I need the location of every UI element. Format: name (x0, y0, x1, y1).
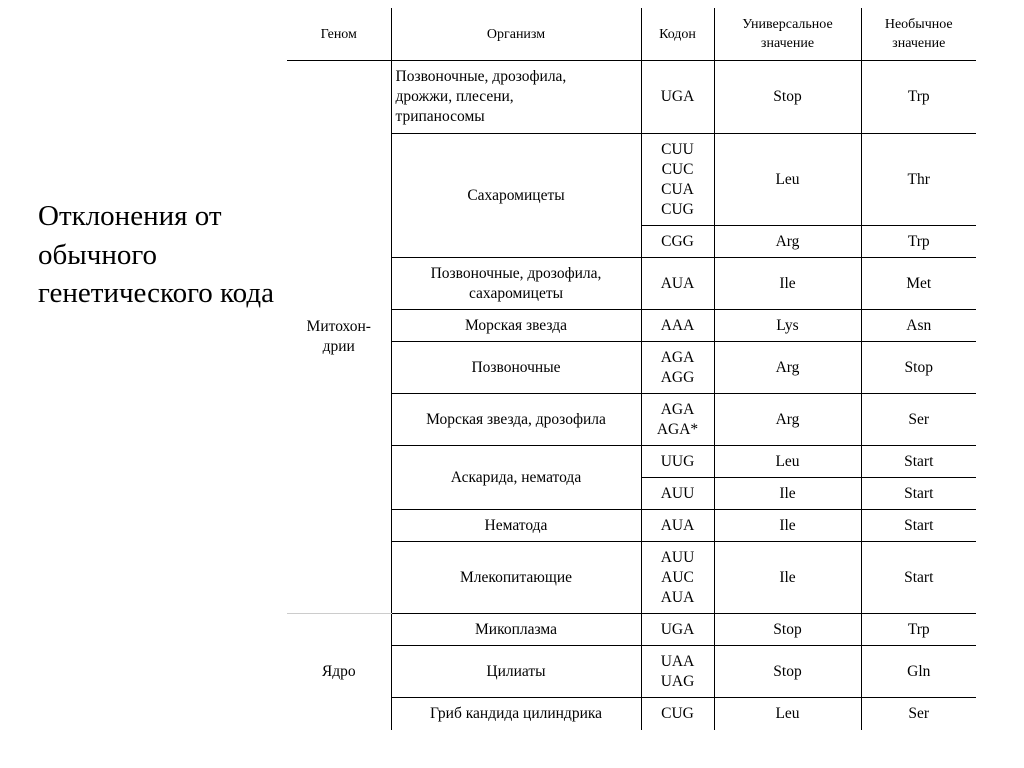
table-row (287, 614, 976, 646)
unusual-meaning-cell: Stop (861, 342, 976, 394)
unusual-meaning-cell: Start (861, 510, 976, 542)
organism-cell: Позвоночные (391, 342, 641, 394)
codon-cell: AUU AUC AUA (641, 542, 714, 614)
organism-cell: Позвоночные, дрозофила, сахаромицеты (391, 258, 641, 310)
table-row (287, 510, 976, 542)
universal-meaning-cell: Lys (714, 310, 861, 342)
codon-cell: AUA (641, 258, 714, 310)
header-genome: Геном (287, 8, 391, 61)
table-row (287, 134, 976, 226)
universal-meaning-cell: Ile (714, 542, 861, 614)
codon-cell: CUG (641, 698, 714, 730)
header-organism: Организм (391, 8, 641, 61)
unusual-meaning-cell: Trp (861, 226, 976, 258)
genome-nucleus: Ядро (287, 614, 391, 730)
table-row (287, 542, 976, 614)
unusual-meaning-cell: Start (861, 446, 976, 478)
universal-meaning-cell: Arg (714, 226, 861, 258)
table-row (287, 394, 976, 446)
codon-cell: AAA (641, 310, 714, 342)
codon-cell: CGG (641, 226, 714, 258)
header-universal-meaning: Универсальное значение (714, 8, 861, 61)
universal-meaning-cell: Leu (714, 446, 861, 478)
universal-meaning-cell: Arg (714, 342, 861, 394)
unusual-meaning-cell: Trp (861, 61, 976, 134)
header-codon: Кодон (641, 8, 714, 61)
organism-cell: Сахаромицеты (391, 134, 641, 258)
unusual-meaning-cell: Asn (861, 310, 976, 342)
universal-meaning-cell: Ile (714, 258, 861, 310)
organism-cell: Млекопитающие (391, 542, 641, 614)
organism-cell: Гриб кандида цилиндрика (391, 698, 641, 730)
organism-cell: Микоплазма (391, 614, 641, 646)
table-row (287, 446, 976, 478)
unusual-meaning-cell: Met (861, 258, 976, 310)
universal-meaning-cell: Ile (714, 510, 861, 542)
organism-cell: Позвоночные, дрозофила, дрожжи, плесени, трипаносомы (391, 61, 641, 134)
unusual-meaning-cell: Trp (861, 614, 976, 646)
organism-cell: Аскарида, нематода (391, 446, 641, 510)
unusual-meaning-cell: Gln (861, 646, 976, 698)
unusual-meaning-cell: Start (861, 478, 976, 510)
codon-cell: UAA UAG (641, 646, 714, 698)
genome-mitochondria: Митохон- дрии (287, 61, 391, 614)
unusual-meaning-cell: Ser (908, 704, 930, 722)
unusual-meaning-cell: Start (861, 542, 976, 614)
organism-cell: Цилиаты (391, 646, 641, 698)
codon-cell: AGA AGA* (641, 394, 714, 446)
organism-cell: Морская звезда (391, 310, 641, 342)
unusual-meaning-cell: Ser (861, 394, 976, 446)
codon-cell: UUG (641, 446, 714, 478)
genetic-code-table (287, 8, 976, 730)
organism-cell: Морская звезда, дрозофила (391, 394, 641, 446)
header-unusual-meaning: Необычное значение (861, 8, 976, 61)
codon-cell: CUU CUC CUA CUG (641, 134, 714, 226)
codon-cell: UGA (641, 614, 714, 646)
universal-meaning-cell: Ile (714, 478, 861, 510)
table-row (287, 698, 976, 730)
table-row (287, 258, 976, 310)
codon-cell: UGA (641, 61, 714, 134)
table-row (287, 646, 976, 698)
codon-cell: AGA AGG (641, 342, 714, 394)
table-row (287, 310, 976, 342)
codon-cell: AUU (641, 478, 714, 510)
codon-cell: AUA (641, 510, 714, 542)
universal-meaning-cell: Stop (714, 61, 861, 134)
universal-meaning-cell: Arg (714, 394, 861, 446)
table-row (287, 61, 976, 134)
table-header-row (287, 8, 976, 61)
organism-cell: Нематода (391, 510, 641, 542)
universal-meaning-cell: Leu (714, 698, 861, 730)
universal-meaning-cell: Stop (714, 646, 861, 698)
universal-meaning-cell: Stop (714, 614, 861, 646)
universal-meaning-cell: Leu (714, 134, 861, 226)
table-row (287, 342, 976, 394)
slide-title: Отклонения от обычного генетического кода (38, 200, 274, 309)
unusual-meaning-cell: Thr (861, 134, 976, 226)
